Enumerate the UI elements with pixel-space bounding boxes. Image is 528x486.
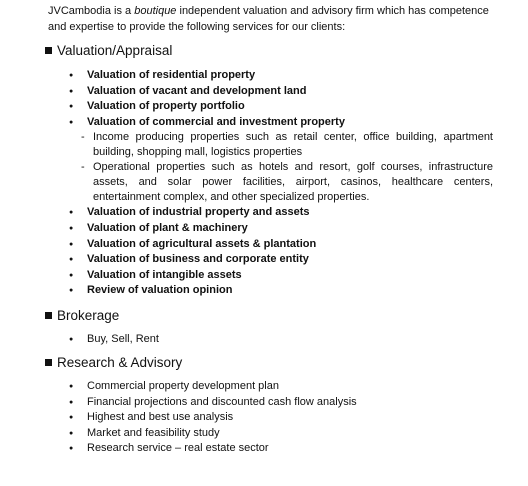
intro-paragraph [48,3,510,35]
valuation-list [0,68,528,299]
list-item: ● Review of valuation opinion [0,283,528,299]
sub-list [87,130,528,205]
intro-text-1: JVCambodia is a [48,5,135,17]
intro-text-2: independent valuation and advisory firm which has competence and expertise to provide the following services for our clients: [48,5,489,33]
list-item: ● Valuation of residential property [0,68,528,84]
list-item: ● Valuation of vacant and development land [0,84,528,100]
list-item: ● Valuation of plant & machinery [0,221,528,237]
heading-brokerage-label: Brokerage [57,308,120,323]
list-item: ● Buy, Sell, Rent [0,332,528,348]
list-item: ● Valuation of intangible assets [0,268,528,284]
square-bullet-icon [45,312,52,319]
heading-research-label: Research & Advisory [57,355,183,370]
brokerage-list [0,332,528,348]
heading-valuation-label: Valuation/Appraisal [57,43,173,58]
list-item [0,115,528,206]
sub-list-item: - Operational properties such as hotels and resort, golf courses, infrastructure assets, and solar power facilities, airport, casinos, healthcare centers, entertainment complex, and other specialized properties. [81,160,493,205]
list-item: ● Financial projections and discounted cash flow analysis [0,395,528,411]
list-item: ● Valuation of property portfolio [0,99,528,115]
square-bullet-icon [45,359,52,366]
list-item: ● Valuation of business and corporate entity [0,252,528,268]
list-item: ● Valuation of agricultural assets & plantation [0,237,528,253]
sub-list-item: - Income producing properties such as retail center, office building, apartment building, shopping mall, logistics properties [81,130,493,160]
intro-italic: boutique [134,5,177,17]
research-list [0,379,528,457]
list-item: ● Research service – real estate sector [0,441,528,457]
square-bullet-icon [45,47,52,54]
heading-brokerage [45,308,119,323]
list-item: ● Commercial property development plan [0,379,528,395]
list-item: ● Valuation of industrial property and assets [0,205,528,221]
list-item: ● Market and feasibility study [0,426,528,442]
list-item-label: Valuation of commercial and investment property [87,115,345,128]
heading-valuation [45,43,172,58]
heading-research [45,355,182,370]
list-item: ● Highest and best use analysis [0,410,528,426]
